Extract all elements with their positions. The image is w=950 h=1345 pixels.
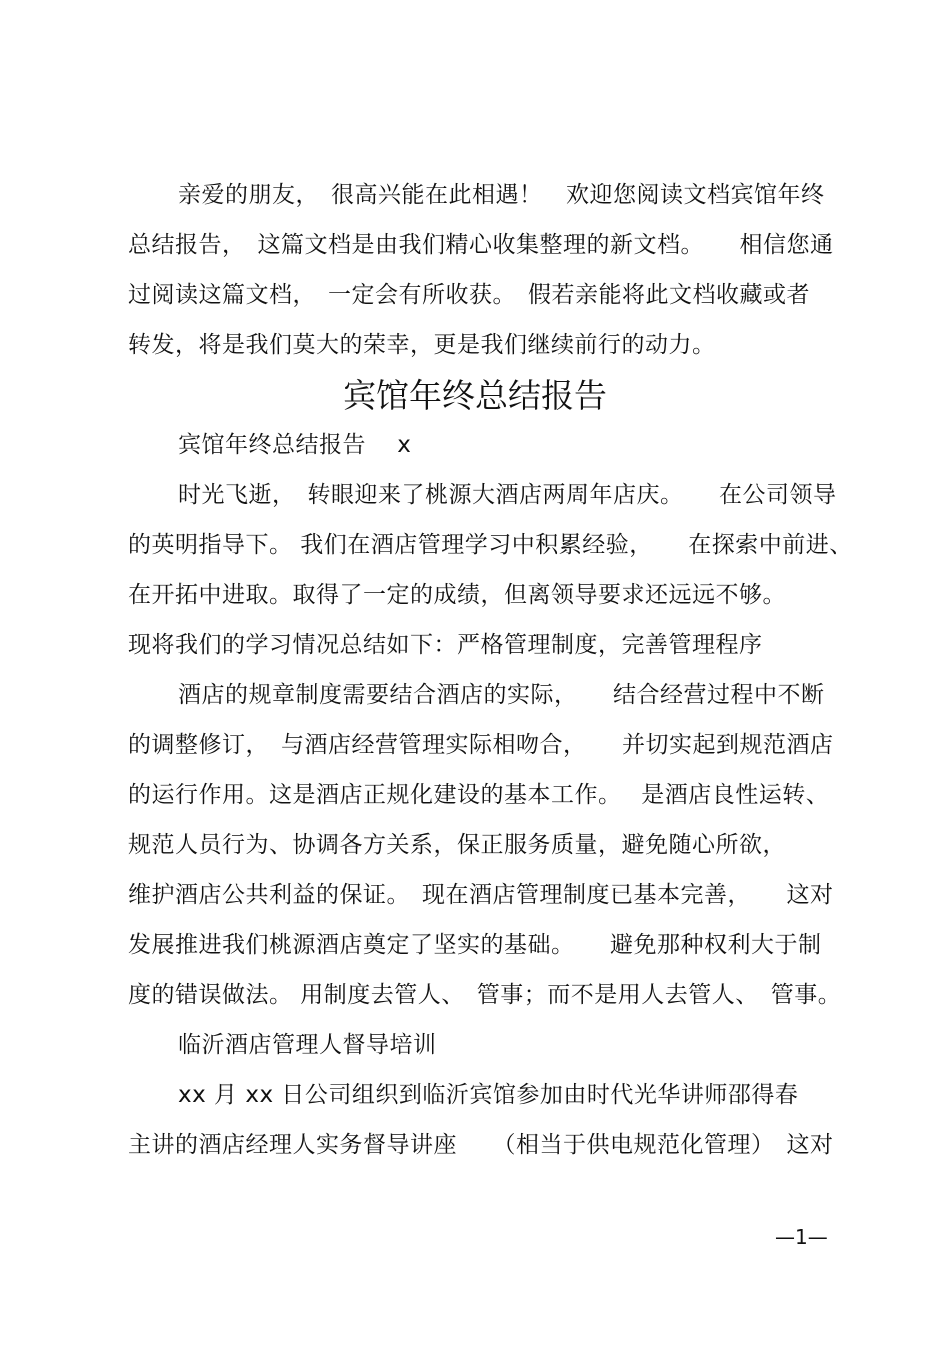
body-line-9: 规范人员行为、协调各方关系，保正服务质量，避免随心所欲， [128,832,786,858]
body-line-4: 在开拓中进取。取得了一定的成绩，但离领导要求还远远不够。 [128,582,786,608]
body-line-3: 的英明指导下。 我们在酒店管理学习中积累经验， 在探索中前进、 [128,532,853,558]
body-line-13: 临沂酒店管理人督导培训 [178,1032,437,1058]
intro-line-2: 总结报告， 这篇文档是由我们精心收集整理的新文档。 相信您通 [128,232,834,258]
intro-line-4: 转发，将是我们莫大的荣幸，更是我们继续前行的动力。 [128,332,716,358]
body-line-14: xx 月 xx 日公司组织到临沂宾馆参加由时代光华讲师邵得春 [178,1082,799,1108]
intro-line-1: 亲爱的朋友， 很高兴能在此相遇！ 欢迎您阅读文档宾馆年终 [178,182,825,208]
body-line-8: 的运行作用。这是酒店正规化建设的基本工作。 是酒店良性运转、 [128,782,830,808]
body-line-11: 发展推进我们桃源酒店奠定了坚实的基础。 避免那种权利大于制 [128,932,822,958]
body-line-10: 维护酒店公共利益的保证。 现在酒店管理制度已基本完善， 这对 [128,882,834,908]
body-line-15: 主讲的酒店经理人实务督导讲座 （相当于供电规范化管理） 这对 [128,1132,834,1158]
body-line-6: 酒店的规章制度需要结合酒店的实际， 结合经营过程中不断 [178,682,825,708]
document-title: 宾馆年终总结报告 [343,376,607,415]
page-number: —1— [775,1225,828,1249]
body-line-2: 时光飞逝， 转眼迎来了桃源大酒店两周年店庆。 在公司领导 [178,482,837,508]
body-line-5: 现将我们的学习情况总结如下：严格管理制度，完善管理程序 [128,632,763,658]
body-line-7: 的调整修订， 与酒店经营管理实际相吻合， 并切实起到规范酒店 [128,732,834,758]
intro-line-3: 过阅读这篇文档， 一定会有所收获。 假若亲能将此文档收藏或者 [128,282,810,308]
body-line-1: 宾馆年终总结报告 x [178,432,412,458]
body-line-12: 度的错误做法。 用制度去管人、 管事；而不是用人去管人、 管事。 [128,982,842,1008]
